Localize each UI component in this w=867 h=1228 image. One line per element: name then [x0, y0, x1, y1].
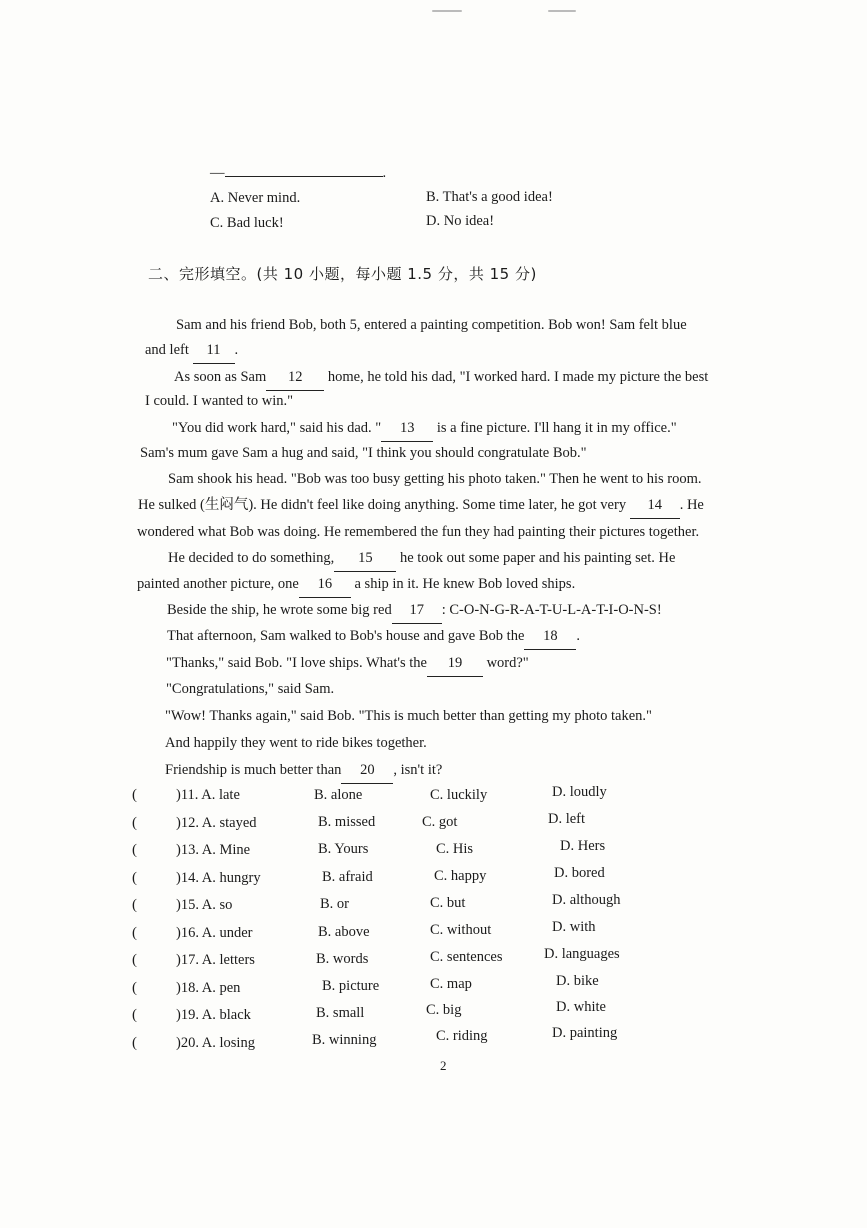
passage-line: Sam shook his head. "Bob was too busy getting his photo taken." Then he went to his room.	[168, 471, 702, 487]
q18-option-d: D. bike	[556, 973, 599, 989]
q11-option-d: D. loudly	[552, 784, 607, 800]
passage-line: "Congratulations," said Sam.	[166, 681, 335, 697]
blank-13: 13	[381, 415, 433, 442]
q19-option-a: )19. A. black	[176, 1007, 251, 1023]
passage-line: Sam's mum gave Sam a hug and said, "I think you should congratulate Bob."	[140, 445, 587, 461]
q18-option-b: B. picture	[322, 978, 380, 994]
q20-option-c: C. riding	[436, 1028, 488, 1044]
q11-option-a: )11. A. late	[176, 787, 240, 803]
blank-17: 17	[392, 597, 442, 624]
q10-option-c: C. Bad luck!	[210, 215, 284, 231]
answer-paren-19: (	[132, 1007, 137, 1023]
blank-11: 11	[193, 337, 235, 364]
q10-stem	[210, 164, 386, 182]
answer-paren-16: (	[132, 925, 137, 941]
section-title: 二、完形填空。(共 10 小题，每小题 1.5 分，共 15 分)	[148, 265, 537, 283]
passage-line: painted another picture, one 16 a ship in it. He knew Bob loved ships.	[137, 571, 575, 598]
passage-line: He decided to do something, 15 he took out some paper and his painting set. He	[168, 545, 675, 572]
q13-option-b: B. Yours	[318, 841, 369, 857]
q11-option-b: B. alone	[314, 787, 363, 803]
q14-option-c: C. happy	[434, 868, 487, 884]
passage-line: Sam and his friend Bob, both 5, entered a painting competition. Bob won! Sam felt blue	[176, 317, 687, 333]
q12-option-b: B. missed	[318, 814, 376, 830]
q17-option-c: C. sentences	[430, 949, 503, 965]
q15-option-b: B. or	[320, 896, 349, 912]
q20-option-b: B. winning	[312, 1032, 377, 1048]
q10-answer-blank	[225, 164, 383, 177]
blank-14: 14	[630, 492, 680, 519]
q10-dash: —	[210, 165, 225, 181]
scan-artifact	[548, 10, 576, 12]
q13-option-d: D. Hers	[560, 838, 606, 854]
passage-line: "You did work hard," said his dad. " 13 is a fine picture. I'll hang it in my office."	[172, 415, 677, 442]
passage-line: He sulked (生闷气). He didn't feel like doing anything. Some time later, he got very 14 . He	[138, 492, 704, 519]
blank-12: 12	[266, 364, 324, 391]
answer-paren-15: (	[132, 897, 137, 913]
q16-option-d: D. with	[552, 919, 596, 935]
q11-option-c: C. luckily	[430, 787, 488, 803]
q13-option-a: )13. A. Mine	[176, 842, 251, 858]
passage-line: wondered what Bob was doing. He remembered the fun they had painting their pictures together.	[137, 524, 700, 540]
passage-line: "Thanks," said Bob. "I love ships. What's the 19 word?"	[166, 650, 529, 677]
passage-line: I could. I wanted to win."	[145, 393, 294, 409]
q17-option-a: )17. A. letters	[176, 952, 255, 968]
passage-line: Friendship is much better than 20 , isn't it?	[165, 757, 442, 784]
blank-16: 16	[299, 571, 351, 598]
q17-option-b: B. words	[316, 951, 369, 967]
answer-paren-12: (	[132, 815, 137, 831]
q10-option-d: D. No idea!	[426, 213, 495, 229]
q14-option-a: )14. A. hungry	[176, 870, 261, 886]
answer-paren-17: (	[132, 952, 137, 968]
answer-paren-13: (	[132, 842, 137, 858]
q14-option-d: D. bored	[554, 865, 605, 881]
q10-period: .	[382, 165, 387, 181]
q13-option-c: C. His	[436, 841, 474, 857]
q16-option-b: B. above	[318, 924, 370, 940]
page-number: 2	[440, 1058, 447, 1073]
blank-20: 20	[341, 757, 393, 784]
q20-option-d: D. painting	[552, 1025, 618, 1041]
q20-option-a: )20. A. losing	[176, 1035, 255, 1051]
answer-paren-20: (	[132, 1035, 137, 1051]
passage-line: And happily they went to ride bikes together.	[165, 735, 427, 751]
scan-artifact	[432, 10, 462, 12]
q12-option-c: C. got	[422, 814, 458, 830]
blank-18: 18	[524, 623, 576, 650]
answer-paren-18: (	[132, 980, 137, 996]
q16-option-c: C. without	[430, 922, 492, 938]
q10-option-a: A. Never mind.	[210, 190, 301, 206]
passage-line: Beside the ship, he wrote some big red 17 : C-O-N-G-R-A-T-U-L-A-T-I-O-N-S!	[167, 597, 662, 624]
q14-option-b: B. afraid	[322, 869, 373, 885]
q18-option-a: )18. A. pen	[176, 980, 241, 996]
q16-option-a: )16. A. under	[176, 925, 253, 941]
q15-option-c: C. but	[430, 895, 466, 911]
blank-15: 15	[334, 545, 396, 572]
q10-option-b: B. That's a good idea!	[426, 189, 553, 205]
q19-option-d: D. white	[556, 999, 606, 1015]
q19-option-b: B. small	[316, 1005, 365, 1021]
answer-paren-14: (	[132, 870, 137, 886]
q17-option-d: D. languages	[544, 946, 620, 962]
blank-19: 19	[427, 650, 483, 677]
q12-option-a: )12. A. stayed	[176, 815, 257, 831]
q15-option-d: D. although	[552, 892, 621, 908]
passage-line: As soon as Sam 12 home, he told his dad, "I worked hard. I made my picture the best	[174, 364, 708, 391]
q15-option-a: )15. A. so	[176, 897, 233, 913]
q19-option-c: C. big	[426, 1002, 462, 1018]
q18-option-c: C. map	[430, 976, 472, 992]
passage-line: and left 11 .	[145, 337, 238, 364]
q12-option-d: D. left	[548, 811, 586, 827]
passage-line: That afternoon, Sam walked to Bob's house and gave Bob the 18 .	[167, 623, 580, 650]
answer-paren-11: (	[132, 787, 137, 803]
passage-line: "Wow! Thanks again," said Bob. "This is much better than getting my photo taken."	[165, 708, 652, 724]
